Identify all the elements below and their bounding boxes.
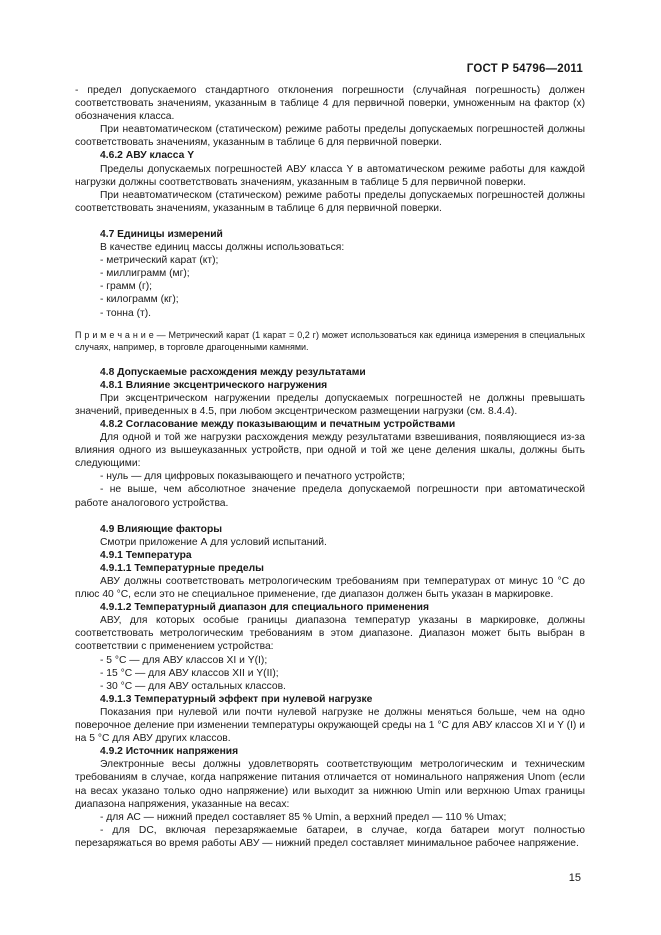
body-paragraph: При неавтоматическом (статическом) режиме работы пределы допускаемых погрешностей должны соответствовать значениям, указанным в таблице 6 для первичной поверки. [75, 189, 585, 214]
body-paragraph: - для АС — нижний предел составляет 85 % Umin, а верхний предел — 110 % Umax; [100, 811, 507, 823]
body-paragraph: Смотри приложение А для условий испытаний. [100, 536, 327, 548]
body-paragraph: АВУ должны соответствовать метрологическим требованиям при температурах от минус 10 °С до плюс 40 °С, если это не специальное применение, где диапазон должен быть указан в маркировке. [75, 576, 585, 601]
standard-header: ГОСТ Р 54796—2011 [466, 63, 583, 75]
body-paragraph: - 5 °С — для АВУ классов XI и Y(I); [100, 654, 268, 666]
section-heading: 4.9.1.3 Температурный эффект при нулевой нагрузке [100, 693, 373, 705]
document-body [75, 84, 585, 850]
body-paragraph: - предел допускаемого стандартного отклонения погрешности (случайная погрешность) должен соответствовать значениям, указанным в таблице 4 для первичной поверки, умноженным на фактор (x) обозначения класса. [75, 85, 585, 123]
section-heading: 4.9.2 Источник напряжения [100, 746, 239, 758]
body-paragraph: Для одной и той же нагрузки расхождения между результатами взвешивания, появляющиеся из-за влияния одного из вышеуказанных устройств, при одной и той же цене деления шкалы, должны быть следующими: [75, 432, 585, 470]
section-heading: 4.9 Влияющие факторы [100, 523, 223, 535]
body-paragraph: - нуль — для цифровых показывающего и печатного устройств; [100, 471, 405, 483]
section-heading: 4.9.1.2 Температурный диапазон для специального применения [100, 602, 429, 614]
section-heading: 4.8.2 Согласование между показывающим и печатным устройствами [100, 418, 456, 430]
body-paragraph: - грамм (г); [100, 281, 152, 293]
body-paragraph: - тонна (т). [100, 307, 152, 319]
body-paragraph: - 15 °С — для АВУ классов XII и Y(II); [100, 667, 279, 679]
body-paragraph: В качестве единиц массы должны использоваться: [100, 242, 345, 254]
section-heading: 4.9.1 Температура [100, 549, 192, 561]
body-paragraph: - миллиграмм (мг); [100, 268, 190, 280]
section-heading: 4.8 Допускаемые расхождения между результатами [100, 366, 366, 378]
section-heading: 4.6.2 АВУ класса Y [100, 150, 195, 162]
body-paragraph: - 30 °С — для АВУ остальных классов. [100, 680, 286, 692]
body-paragraph: - метрический карат (кт); [100, 255, 219, 267]
body-paragraph: - килограмм (кг); [100, 294, 179, 306]
page-number: 15 [568, 872, 581, 884]
section-heading: 4.7 Единицы измерений [100, 228, 223, 240]
body-paragraph: Пределы допускаемых погрешностей АВУ класса Y в автоматическом режиме работы для каждой нагрузки должны соответствовать значениям, указанным в таблице 5 для первичной поверки. [75, 163, 585, 188]
body-paragraph: - для DC, включая перезаряжаемые батареи, в случае, когда батареи могут полностью перезаряжаться во время работы АВУ — нижний предел составляет минимальное рабочее напряжение. [75, 824, 585, 849]
body-paragraph: - не выше, чем абсолютное значение предела допускаемой погрешности при автоматической работе аналогового устройства. [75, 484, 585, 509]
note-paragraph: П р и м е ч а н и е — Метрический карат (1 карат = 0,2 г) может использоваться как единица измерения в специальных случаях, например, в торговле драгоценными камнями. [75, 329, 585, 352]
section-heading: 4.9.1.1 Температурные пределы [100, 562, 264, 574]
body-paragraph: При эксцентрическом нагружении пределы допускаемых погрешностей не должны превышать значений, приведенных в 4.5, при любом эксцентрическом размещении нагрузки (см. 8.4.4). [75, 392, 585, 417]
body-paragraph: Электронные весы должны удовлетворять соответствующим метрологическим и техническим требованиям в случае, когда напряжение питания отличается от номинального напряжения Unom (если на весах указано только одно напряжение) или выходит за нижнюю Umin или верхнюю Umax границы диапазона напряжения, указанные на весах: [75, 759, 585, 810]
body-paragraph: АВУ, для которых особые границы диапазона температур указаны в маркировке, должны соответствовать метрологическим требованиям в этом диапазоне. Диапазон может быть выбран в соответствии с применением устройства: [75, 615, 585, 653]
body-paragraph: При неавтоматическом (статическом) режиме работы пределы допускаемых погрешностей должны соответствовать значениям, указанным в таблице 6 для первичной поверки. [75, 124, 585, 149]
body-paragraph: Показания при нулевой или почти нулевой нагрузке не должны меняться больше, чем на одно поверочное деление при изменении температуры окружающей среды на 1 °С для АВУ классов XI и Y (I) и на 5 °С для АВУ других классов. [75, 706, 585, 745]
section-heading: 4.8.1 Влияние эксцентрического нагружения [100, 379, 328, 391]
